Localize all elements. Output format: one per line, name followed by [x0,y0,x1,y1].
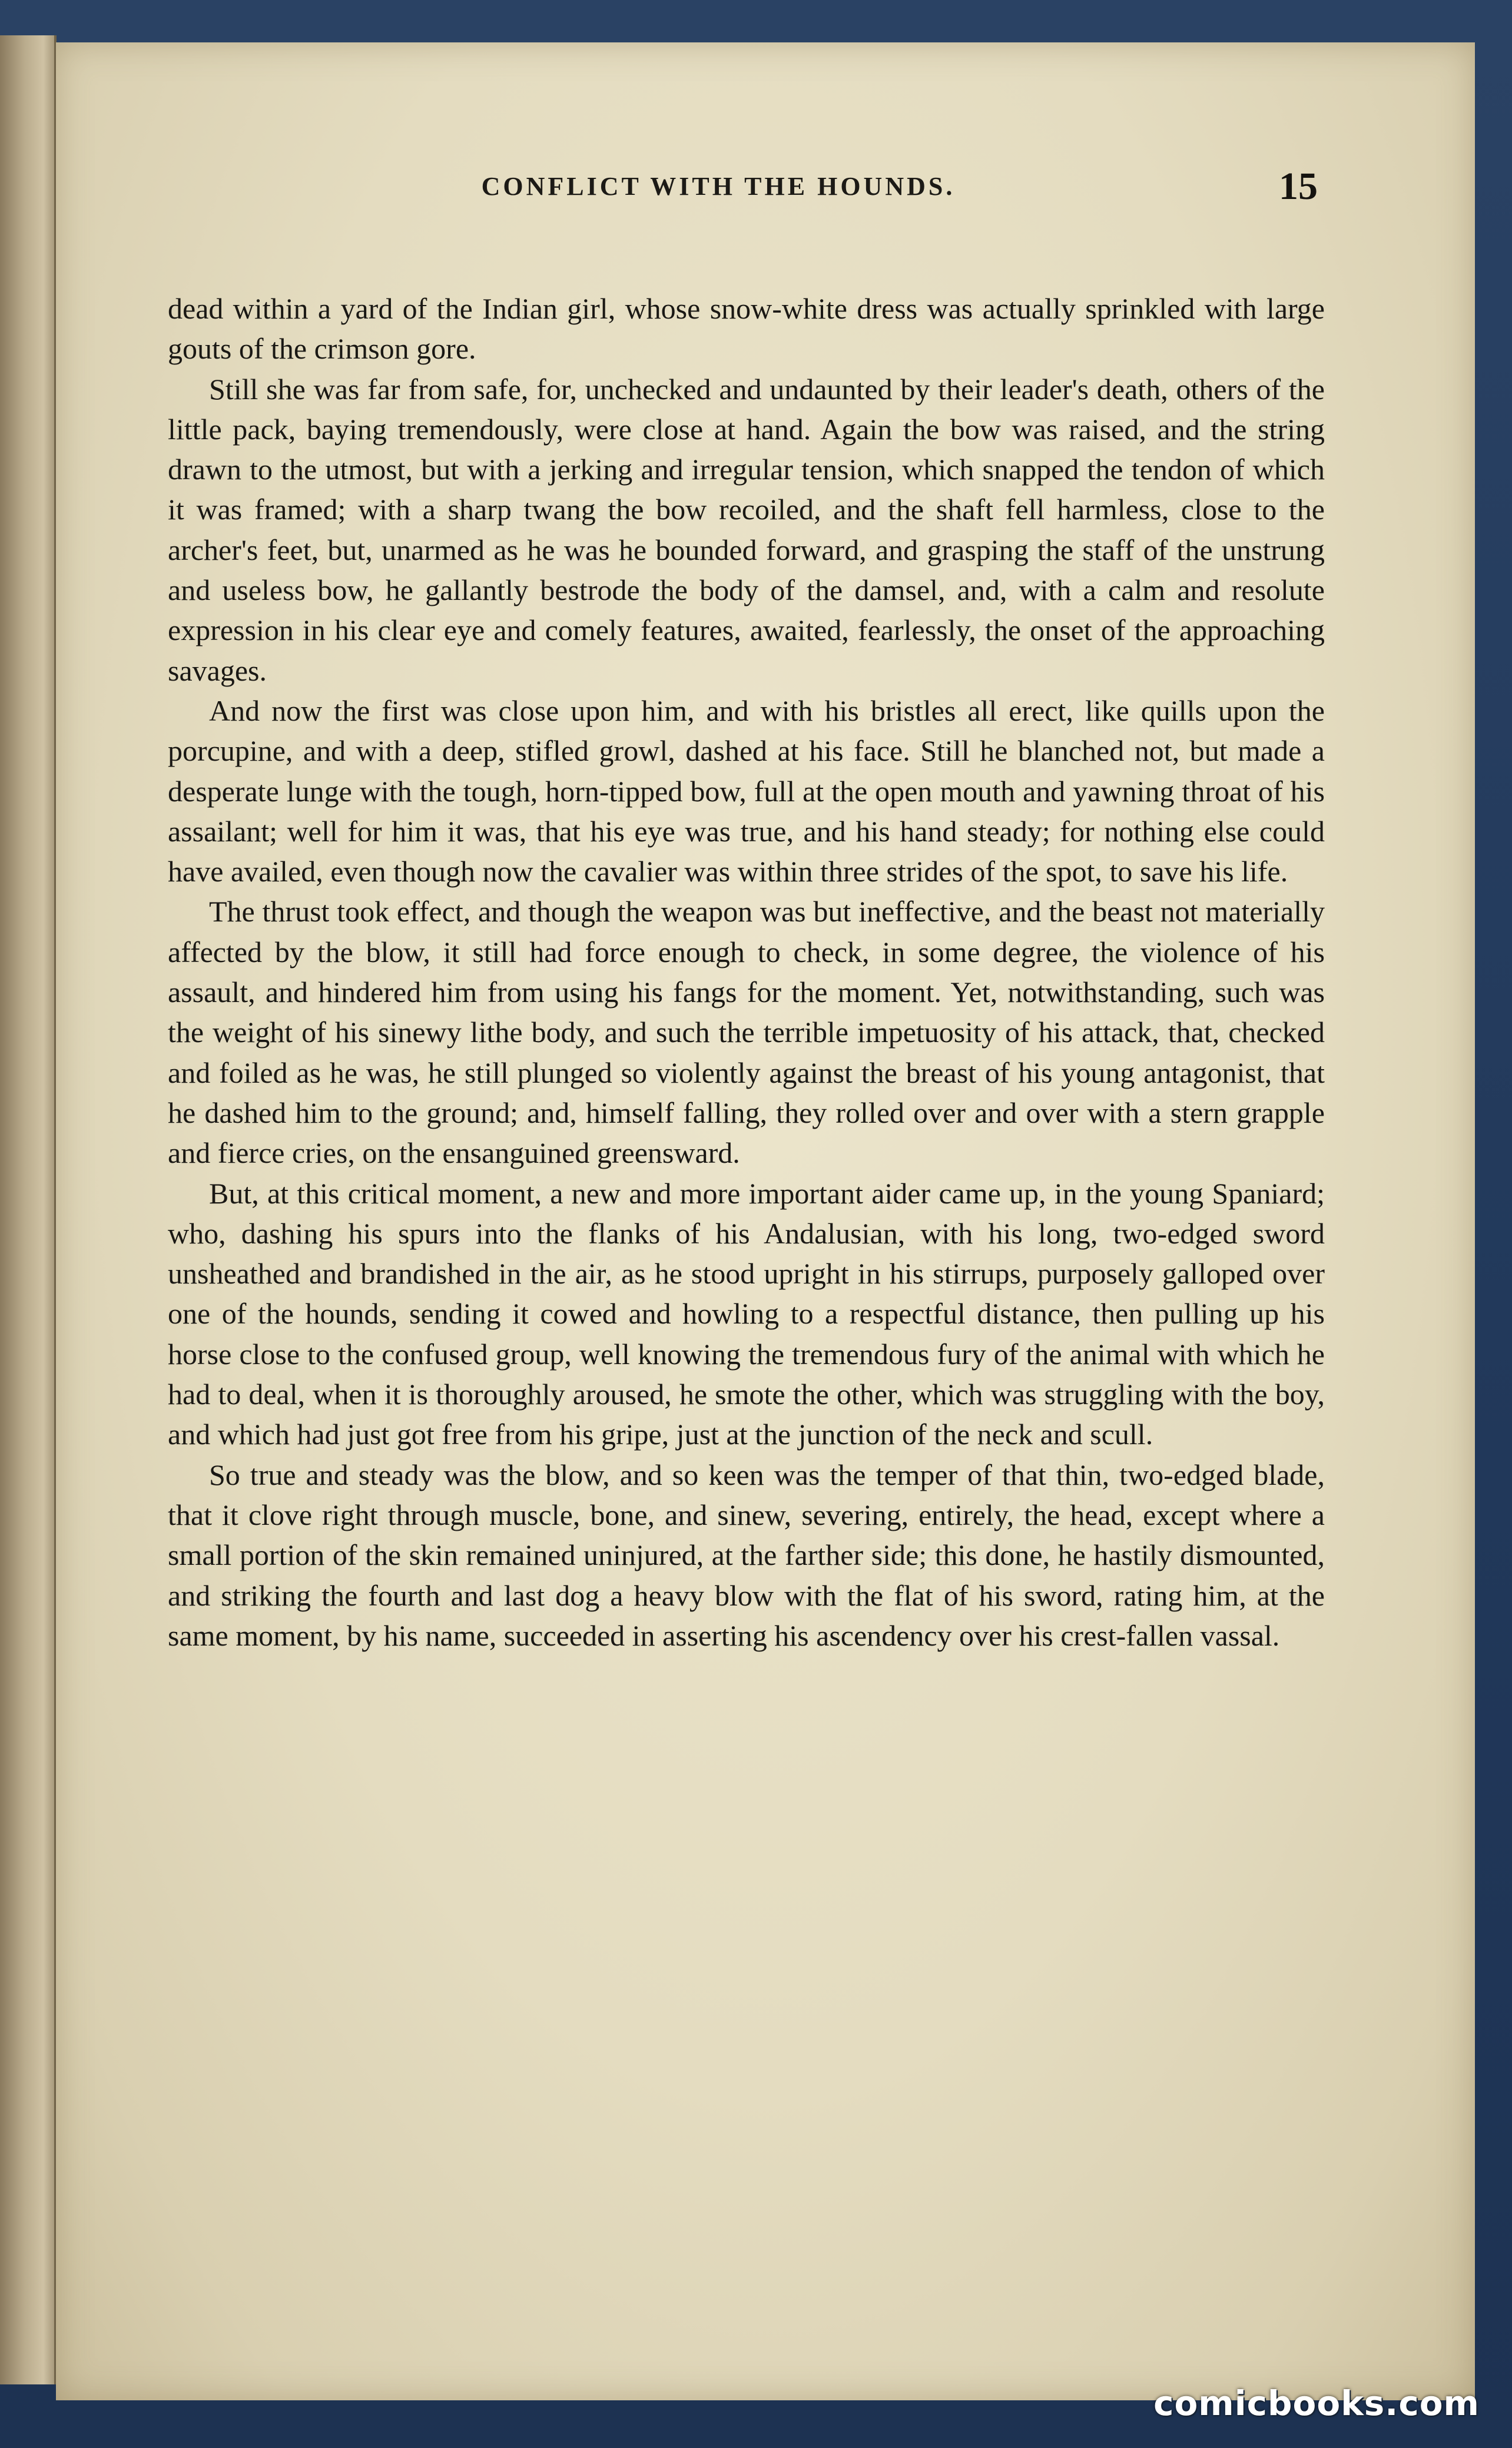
paragraph: So true and steady was the blow, and so keen was the temper of that thin, two-edged blade, that it clove right through muscle, bone, and sinew, severing, entirely, the head, except where a small portion of the skin remained uninjured, at the farther side; this done, he hastily dismounted, and striking the fourth and last dog a heavy blow with the flat of his sword, rating him, at the same moment, by his name, succeeded in asserting his ascendency over his crest-fallen vassal. [168,1458,1325,1652]
watermark: comicbooks.com [1153,2383,1480,2423]
body-text [168,288,1325,1656]
running-head: CONFLICT WITH THE HOUNDS. [481,172,956,201]
page-header [112,154,1325,219]
facing-page-edge [0,35,57,2384]
paragraph: But, at this critical moment, a new and more important aider came up, in the young Spaniard; who, dashing his spurs into the flanks of his Andalusian, with his long, two-edged sword unsheathed and brandished in the air, as he stood upright in his stirrups, purposely galloped over one of the hounds, sending it cowed and howling to a respectful distance, then pulling up his horse close to the confused group, well knowing the tremendous fury of the animal with which he had to deal, when it is thoroughly aroused, he smote the other, which was struggling with the boy, and which had just got free from his gripe, just at the junction of the neck and scull. [168,1176,1325,1451]
paragraph: And now the first was close upon him, and with his bristles all erect, like quills upon the porcupine, and with a deep, stifled growl, dashed at his face. Still he blanched not, but made a desperate lunge with the tough, horn-tipped bow, full at the open mouth and yawning throat of his assailant; well for him it was, that his eye was true, and his hand steady; for nothing else could have availed, even though now the cavalier was within three strides of the spot, to save his life. [168,694,1325,888]
paragraph: Still she was far from safe, for, unchecked and undaunted by their leader's death, others of the little pack, baying tremendously, were close at hand. Again the bow was raised, and the string drawn to the utmost, but with a jerking and irregular tension, which snapped the tendon of which it was framed; with a sharp twang the bow recoiled, and the shaft fell harmless, close to the archer's feet, but, unarmed as he was he bounded forward, and grasping the staff of the unstrung and useless bow, he gallantly bestrode the body of the damsel, and, with a calm and resolute expression in his clear eye and comely features, awaited, fearlessly, the onset of the approaching savages. [168,372,1325,687]
paragraph: dead within a yard of the Indian girl, whose snow-white dress was actually sprinkled with large gouts of the crimson gore. [168,292,1325,366]
page-number: 15 [1279,165,1318,208]
paragraph: The thrust took effect, and though the weapon was but ineffective, and the beast not materially affected by the blow, it still had force enough to check, in some degree, the violence of his assault, and hindered him from using his fangs for the moment. Yet, notwithstanding, such was the weight of his sinewy lithe body, and such the terrible impetuosity of his attack, that, checked and foiled as he was, he still plunged so violently against the breast of his young antagonist, that he dashed him to the ground; and, himself falling, they rolled over and over with a stern grapple and fierce cries, on the ensanguined greensward. [168,895,1325,1170]
